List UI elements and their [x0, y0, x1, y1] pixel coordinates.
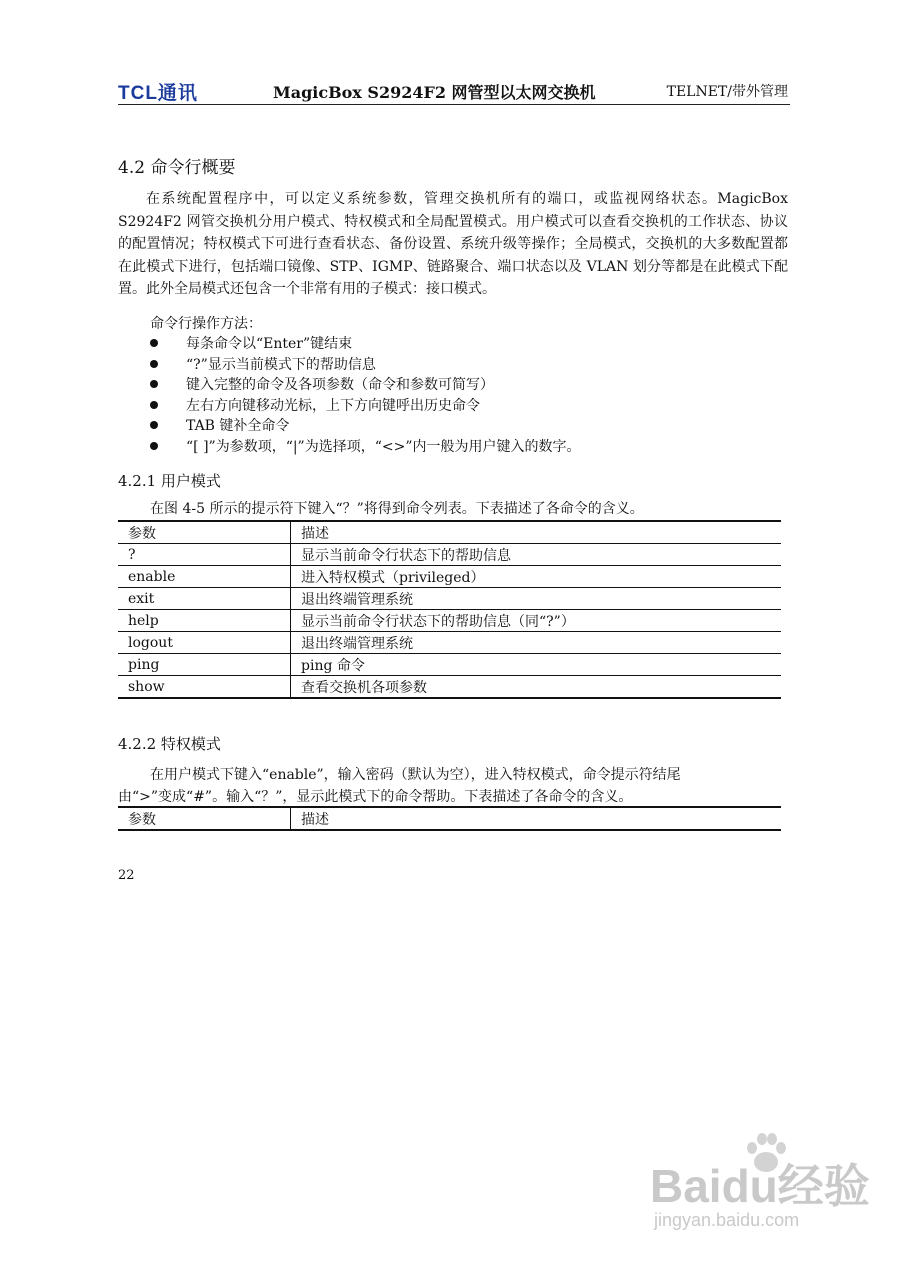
- privileged-mode-command-table: [118, 806, 781, 831]
- column-header-param: 参数: [118, 521, 291, 544]
- table-row: help 显示当前命令行状态下的帮助信息（同“?”）: [118, 610, 781, 632]
- section-4-2-2-heading: 4.2.2 特权模式: [118, 735, 221, 753]
- table-header-row: [118, 521, 781, 544]
- header-section: TELNET/带外管理: [666, 84, 788, 100]
- watermark-url: jingyan.baidu.com: [654, 1210, 800, 1230]
- page-number: 22: [118, 868, 135, 883]
- table-row: ping ping 命令: [118, 654, 781, 676]
- section-4-2-intro: 在系统配置程序中，可以定义系统参数，管理交换机所有的端口，或监视网络状态。MagicBox S2924F2 网管交换机分用户模式、特权模式和全局配置模式。用户模式可以查看交换机的工作状态、协议的配置情况；特权模式下可进行查看状态、备份设置、系统升级等操作；全局模式，交换机的大多数配置都在此模式下进行，包括端口镜像、STP、IGMP、链路聚合、端口状态以及 VLAN 划分等都是在此模式下配置。此外全局模式还包含一个非常有用的子模式：接口模式。: [118, 191, 788, 297]
- document-title: MagicBox S2924F2 网管型以太网交换机: [273, 83, 596, 102]
- table-row: ? 显示当前命令行状态下的帮助信息: [118, 544, 781, 566]
- table-row: show 查看交换机各项参数: [118, 676, 781, 699]
- column-header-param: 参数: [118, 807, 291, 830]
- section-4-2-1-heading: 4.2.1 用户模式: [118, 472, 221, 490]
- page-header: [118, 74, 790, 105]
- table-header-row: [118, 807, 781, 830]
- bullet-dot-icon: [150, 380, 158, 388]
- bullet-dot-icon: [150, 401, 158, 409]
- table-row: exit 退出终端管理系统: [118, 588, 781, 610]
- user-mode-command-table: [118, 520, 781, 699]
- section-4-2-2-intro-line1: 在用户模式下键入“enable”，输入密码（默认为空），进入特权模式，命令提示符结尾: [150, 767, 681, 783]
- section-4-2-heading: 4.2 命令行概要: [118, 158, 236, 178]
- column-header-desc: 描述: [291, 807, 782, 830]
- bullet-dot-icon: [150, 339, 158, 347]
- watermark-brand: Baidu经验: [650, 1160, 870, 1212]
- table-row: enable 进入特权模式（privileged）: [118, 566, 781, 588]
- column-header-desc: 描述: [291, 521, 782, 544]
- baidu-watermark: [650, 1130, 870, 1240]
- bullet-dot-icon: [150, 360, 158, 368]
- table-row: logout 退出终端管理系统: [118, 632, 781, 654]
- section-4-2-2-intro-line2: 由“>”变成“#”。输入“？”，显示此模式下的命令帮助。下表描述了各命令的含义。: [118, 789, 633, 805]
- section-4-2-1-intro: 在图 4-5 所示的提示符下键入“？”将得到命令列表。下表描述了各命令的含义。: [150, 501, 644, 517]
- method-label: 命令行操作方法：: [150, 316, 262, 332]
- bullet-dot-icon: [150, 442, 158, 450]
- bullet-dot-icon: [150, 421, 158, 429]
- tcl-logo: TCL通讯: [118, 83, 198, 104]
